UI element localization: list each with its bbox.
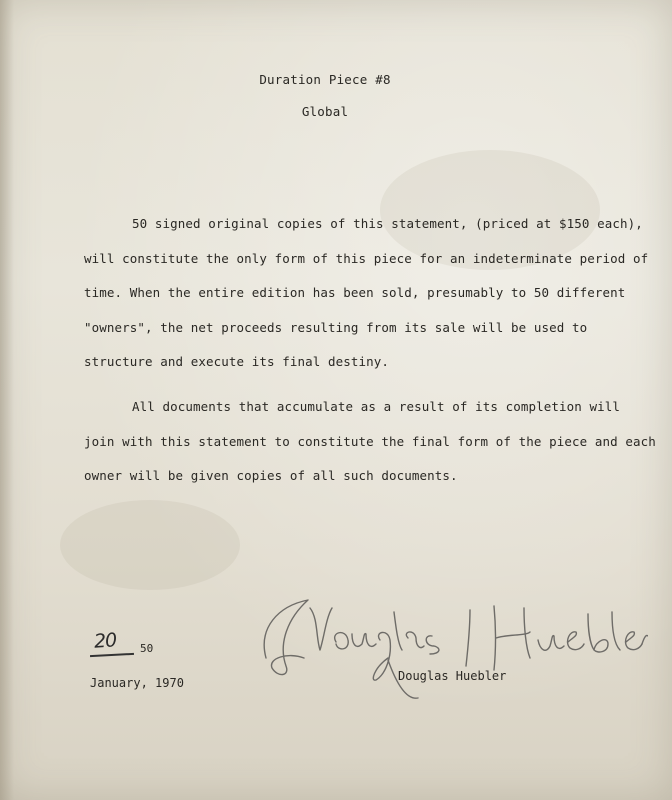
paragraph-line: All documents that accumulate as a result of its completion will	[132, 399, 621, 414]
document-title: Duration Piece #8	[259, 72, 391, 87]
paragraph-line: owner will be given copies of all such documents.	[84, 468, 458, 483]
paragraph-2	[84, 390, 656, 494]
document-subtitle: Global	[301, 104, 349, 119]
paragraph-line: join with this statement to constitute the final form of the piece and each	[84, 433, 656, 449]
edition-total: 50	[140, 642, 154, 655]
paragraph-line: 50 signed original copies of this statement, (priced at $150 each),	[132, 216, 643, 231]
edition-underline	[90, 653, 134, 657]
paragraph-line: structure and execute its final destiny.	[84, 354, 390, 369]
edition-number-handwritten: 20	[93, 629, 117, 653]
paragraph-line: time. When the entire edition has been sold, presumably to 50 different	[84, 285, 626, 300]
paper-edge-shadow	[0, 0, 14, 800]
signature	[248, 588, 648, 708]
signer-name: Douglas Huebler	[398, 669, 507, 683]
edition-number	[94, 630, 174, 660]
paper-stain	[60, 500, 240, 590]
paragraph-line: "owners", the net proceeds resulting from its sale will be used to	[84, 319, 588, 335]
paragraph-1	[84, 207, 649, 380]
document-date: January, 1970	[90, 676, 184, 690]
paragraph-line: will constitute the only form of this piece for an indeterminate period of	[84, 250, 649, 266]
